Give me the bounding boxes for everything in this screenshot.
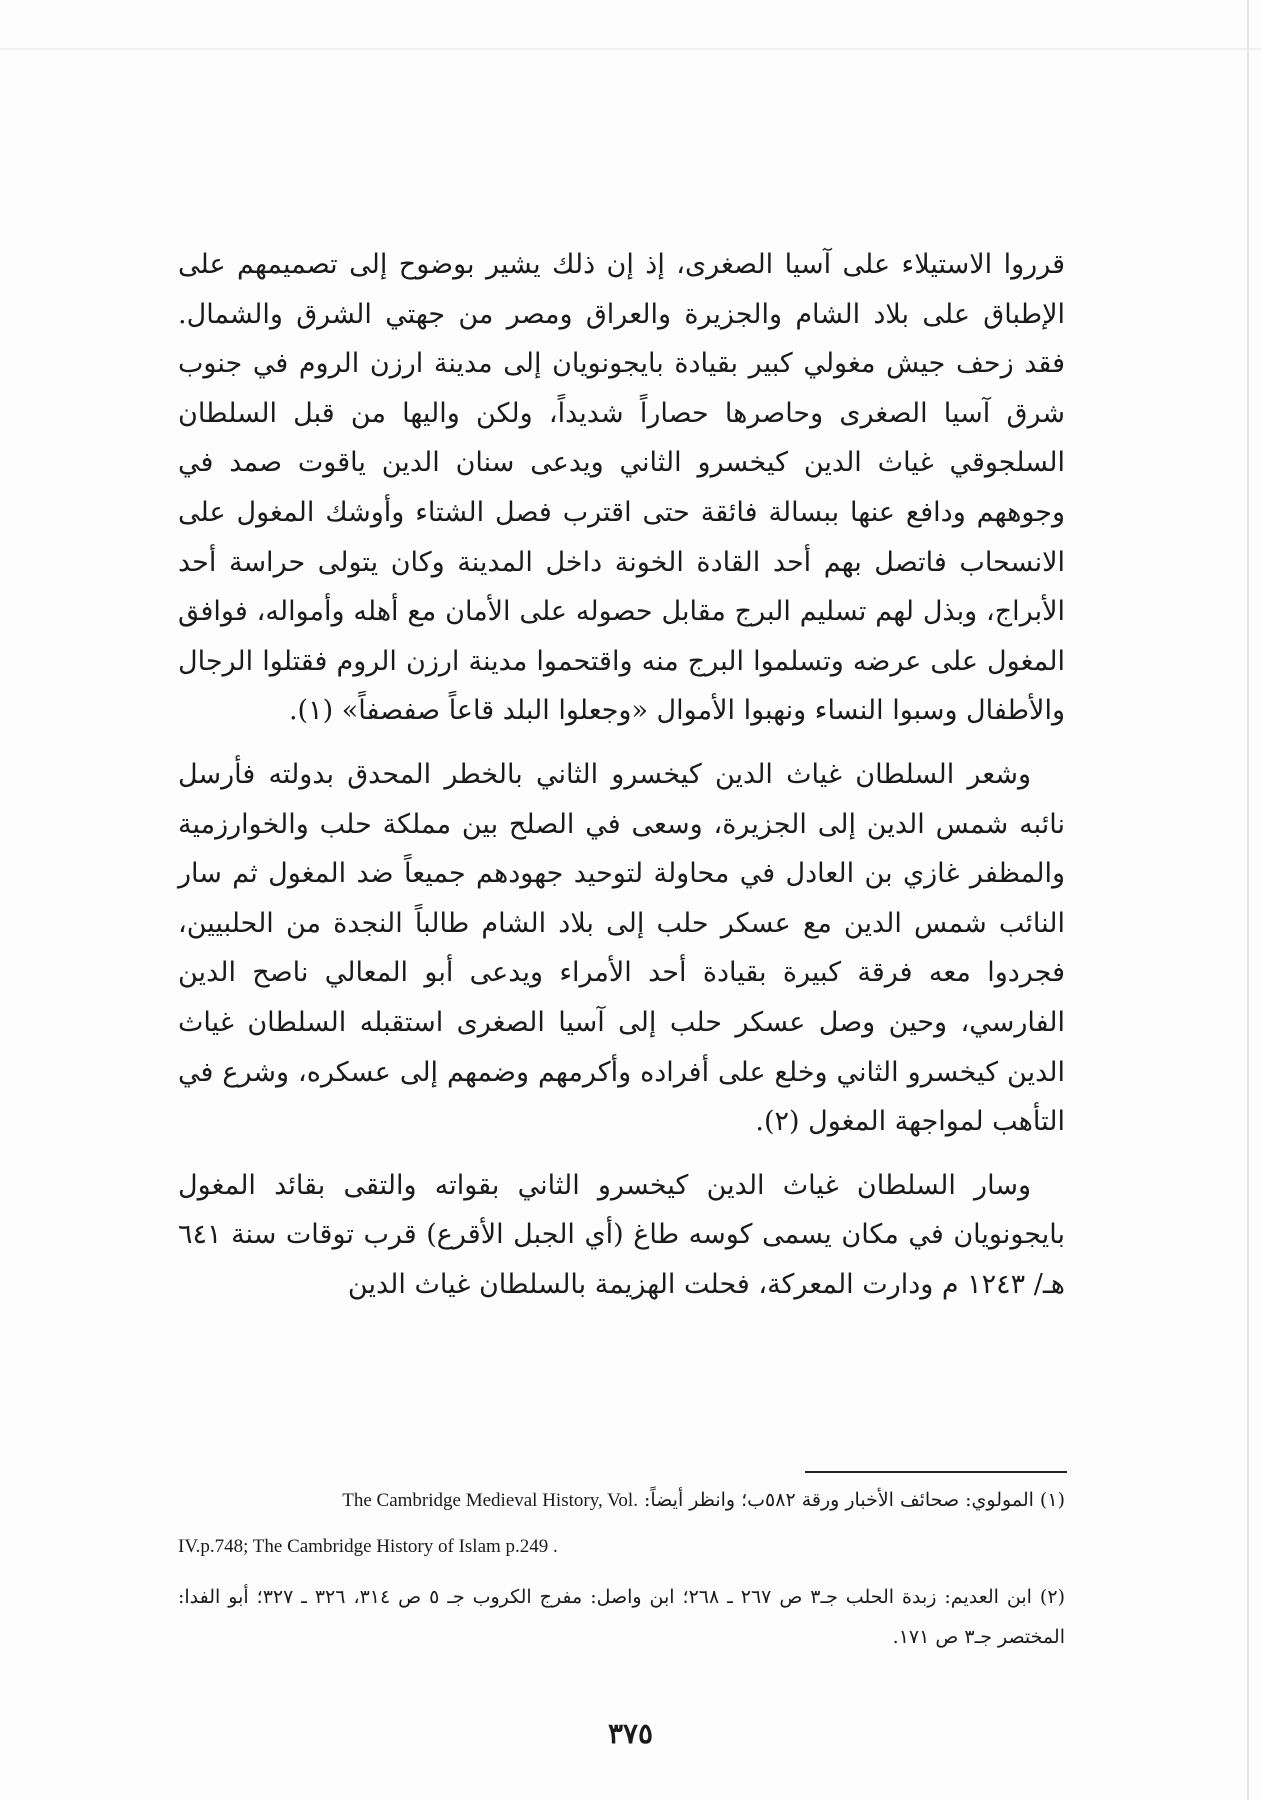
scan-edge-top — [0, 48, 1261, 50]
page-number: ٣٧٥ — [607, 1717, 654, 1750]
footnote-1-latin-b: IV.p.748; The Cambridge History of Islam p.249 . — [178, 1536, 558, 1557]
footnotes — [178, 1480, 1065, 1663]
paragraph-3: وسار السلطان غياث الدين كيخسرو الثاني بقواته والتقى بقائد المغول بايجونويان في مكان يسمى كوسه طاغ (أي الجبل الأقرع) قرب توقات سنة ٦٤١ هـ/ ١٢٤٣ م ودارت المعركة، فحلت الهزيمة بالسلطان غياث الدين — [178, 1169, 1065, 1300]
scan-edge-right — [1247, 0, 1249, 1800]
footnote-1-arabic: (١) المولوي: صحائف الأخبار ورقة ٥٨٢ب؛ وانظر أيضاً: — [643, 1489, 1065, 1511]
footnote-1-latin-a: The Cambridge Medieval History, Vol. — [342, 1490, 638, 1511]
footnote-2: (٢) ابن العديم: زبدة الحلب جـ٣ ص ٢٦٧ ـ ٢٦٨؛ ابن واصل: مفرج الكروب جـ ٥ ص ٣١٤، ٣٢٦ ـ ٣٢٧؛ أبو الفدا: المختصر جـ٣ ص ١٧١. — [178, 1586, 1065, 1648]
footnote-separator — [805, 1471, 1067, 1473]
paragraph-2: وشعر السلطان غياث الدين كيخسرو الثاني بالخطر المحدق بدولته فأرسل نائبه شمس الدين إلى الجزيرة، وسعى في الصلح بين مملكة حلب والخوارزمية والمظفر غازي بن العادل في محاولة لتوحيد جهودهم جميعاً ضد المغول ثم سار النائب شمس الدين مع عسكر حلب إلى بلاد الشام طالباً النجدة من الحلبيين، فجردوا معه فرقة كبيرة بقيادة أحد الأمراء ويدعى أبو المعالي ناصح الدين الفارسي، وحين وصل عسكر حلب إلى آسيا الصغرى استقبله السلطان غياث الدين كيخسرو الثاني وخلع على أفراده وأكرمهم وضمهم إلى عسكره، وشرع في التأهب لمواجهة المغول (٢). — [178, 758, 1065, 1138]
paragraph-1: قرروا الاستيلاء على آسيا الصغرى، إذ إن ذلك يشير بوضوح إلى تصميمهم على الإطباق على بلاد الشام والجزيرة والعراق ومصر من جهتي الشرق والشمال. فقد زحف جيش مغولي كبير بقيادة بايجونويان إلى مدينة ارزن الروم في جنوب شرق آسيا الصغرى وحاصرها حصاراً شديداً، ولكن واليها من قبل السلطان السلجوقي غياث الدين كيخسرو الثاني ويدعى سنان الدين ياقوت صمد في وجوههم ودافع عنها ببسالة فائقة حتى اقترب فصل الشتاء وأوشك المغول على الانسحاب فاتصل بهم أحد القادة الخونة داخل المدينة وكان يتولى حراسة أحد الأبراج، وبذل لهم تسليم البرج مقابل حصوله على الأمان مع أهله وأمواله، فوافق المغول على عرضه وتسلموا البرج منه واقتحموا مدينة ارزن الروم فقتلوا الرجال والأطفال وسبوا النساء ونهبوا الأموال «وجعلوا البلد قاعاً صفصفاً» (١). — [178, 249, 1065, 727]
footnote-1 — [178, 1480, 1065, 1521]
body-text — [178, 240, 1065, 1309]
